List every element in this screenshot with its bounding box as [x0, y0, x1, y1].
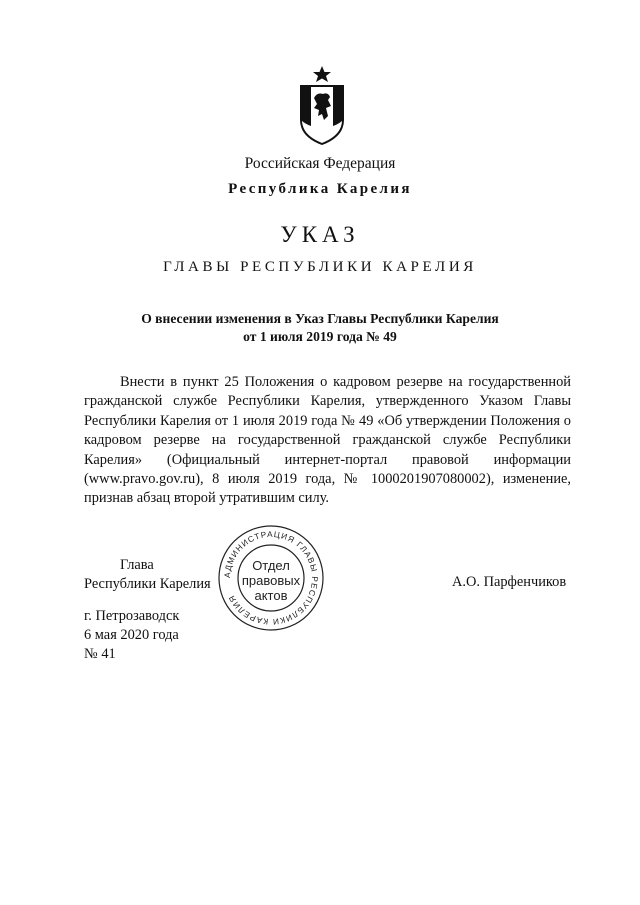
stamp-line-2: правовых — [241, 573, 301, 588]
signatory-name: А.О. Парфенчиков — [452, 574, 567, 590]
official-stamp — [216, 523, 326, 633]
stamp-line-3: актов — [254, 588, 288, 603]
document-title — [0, 310, 640, 346]
issuer-name: ГЛАВЫ РЕСПУБЛИКИ КАРЕЛИЯ — [163, 259, 477, 275]
issue-date: 6 мая 2020 года — [84, 627, 179, 643]
position-line-1: Глава — [120, 557, 154, 573]
republic-name: Республика Карелия — [228, 181, 412, 197]
position-line-2: Республики Карелия — [84, 576, 211, 592]
stamp-ring-text: АДМИНИСТРАЦИЯ ГЛАВЫ РЕСПУБЛИКИ КАРЕЛИЯ — [222, 529, 320, 627]
title-line-1: О внесении изменения в Указ Главы Республики Карелия — [141, 311, 499, 326]
signatory-position — [84, 556, 211, 594]
document-issue-details — [84, 607, 179, 664]
document-type: УКАЗ — [280, 222, 360, 247]
stamp-line-1: Отдел — [252, 558, 290, 573]
decree-paragraph: Внести в пункт 25 Положения о кадровом резерве на государственной гражданской службе Республики Карелия, утвержденного Указом Главы Республики Карелия от 1 июля 2019 года № 49 «Об утверждении Положения о кадровом резерве на государственной гражданской службе Республики Карелия» (Официальный интернет-портал правовой информации (www.pravo.gov.ru), 8 июля 2019 года, № 1000201907080002), изменение, признав абзац второй утратившим силу. — [84, 374, 571, 507]
karelia-coat-of-arms-icon — [295, 64, 349, 146]
issue-city: г. Петрозаводск — [84, 608, 180, 624]
document-number: № 41 — [84, 646, 116, 662]
title-line-2: от 1 июля 2019 года № 49 — [243, 329, 397, 344]
country-name: Российская Федерация — [244, 155, 396, 172]
